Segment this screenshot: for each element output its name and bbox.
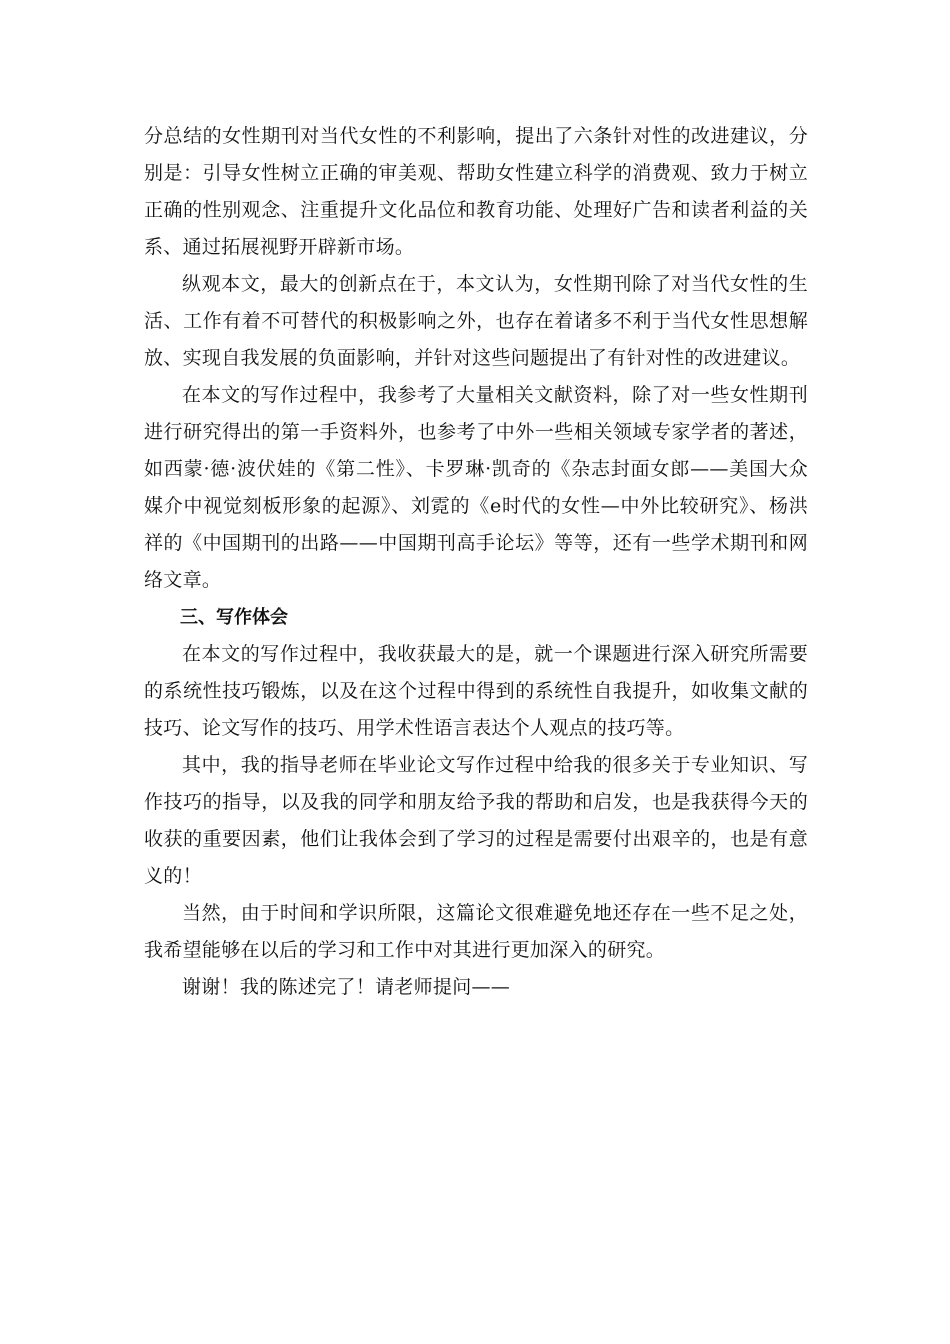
- paragraph-acknowledgement: 其中，我的指导老师在毕业论文写作过程中给我的很多关于专业知识、写作技巧的指导，以及我的同学和朋友给予我的帮助和启发，也是我获得今天的收获的重要因素，他们让我体会到了学习的过程是需要付出艰辛的，也是有意义的！: [144, 754, 808, 887]
- paragraph-limitations: 当然，由于时间和学识所限，这篇论文很难避免地还存在一些不足之处，我希望能够在以后的学习和工作中对其进行更加深入的研究。: [144, 902, 808, 961]
- paragraph-innovation: 纵观本文，最大的创新点在于，本文认为，女性期刊除了对当代女性的生活、工作有着不可替代的积极影响之外，也存在着诸多不利于当代女性思想解放、实现自我发展的负面影响，并针对这些问题提出了有针对性的改进建议。: [144, 273, 808, 369]
- paragraph-biggest-gain: 在本文的写作过程中，我收获最大的是，就一个课题进行深入研究所需要的系统性技巧锻炼，以及在这个过程中得到的系统性自我提升，如收集文献的技巧、论文写作的技巧、用学术性语言表达个人观点的技巧等。: [144, 643, 808, 739]
- paragraph-summary: 分总结的女性期刊对当代女性的不利影响，提出了六条针对性的改进建议，分别是：引导女性树立正确的审美观、帮助女性建立科学的消费观、致力于树立正确的性别观念、注重提升文化品位和教育功能、处理好广告和读者利益的关系、通过拓展视野开辟新市场。: [144, 125, 808, 258]
- section-heading-writing-experience: 三、写作体会: [180, 607, 288, 628]
- document-body: [144, 118, 808, 1006]
- paragraph-closing: 谢谢！我的陈述完了！请老师提问——: [182, 976, 511, 998]
- paragraph-references: 在本文的写作过程中，我参考了大量相关文献资料，除了对一些女性期刊进行研究得出的第一手资料外，也参考了中外一些相关领域专家学者的著述，如西蒙·德·波伏娃的《第二性》、卡罗琳·凯奇的《杂志封面女郎——美国大众媒介中视觉刻板形象的起源》、刘霓的《e时代的女性—中外比较研究》、杨洪祥的《中国期刊的出路——中国期刊高手论坛》等等，还有一些学术期刊和网络文章。: [144, 384, 808, 591]
